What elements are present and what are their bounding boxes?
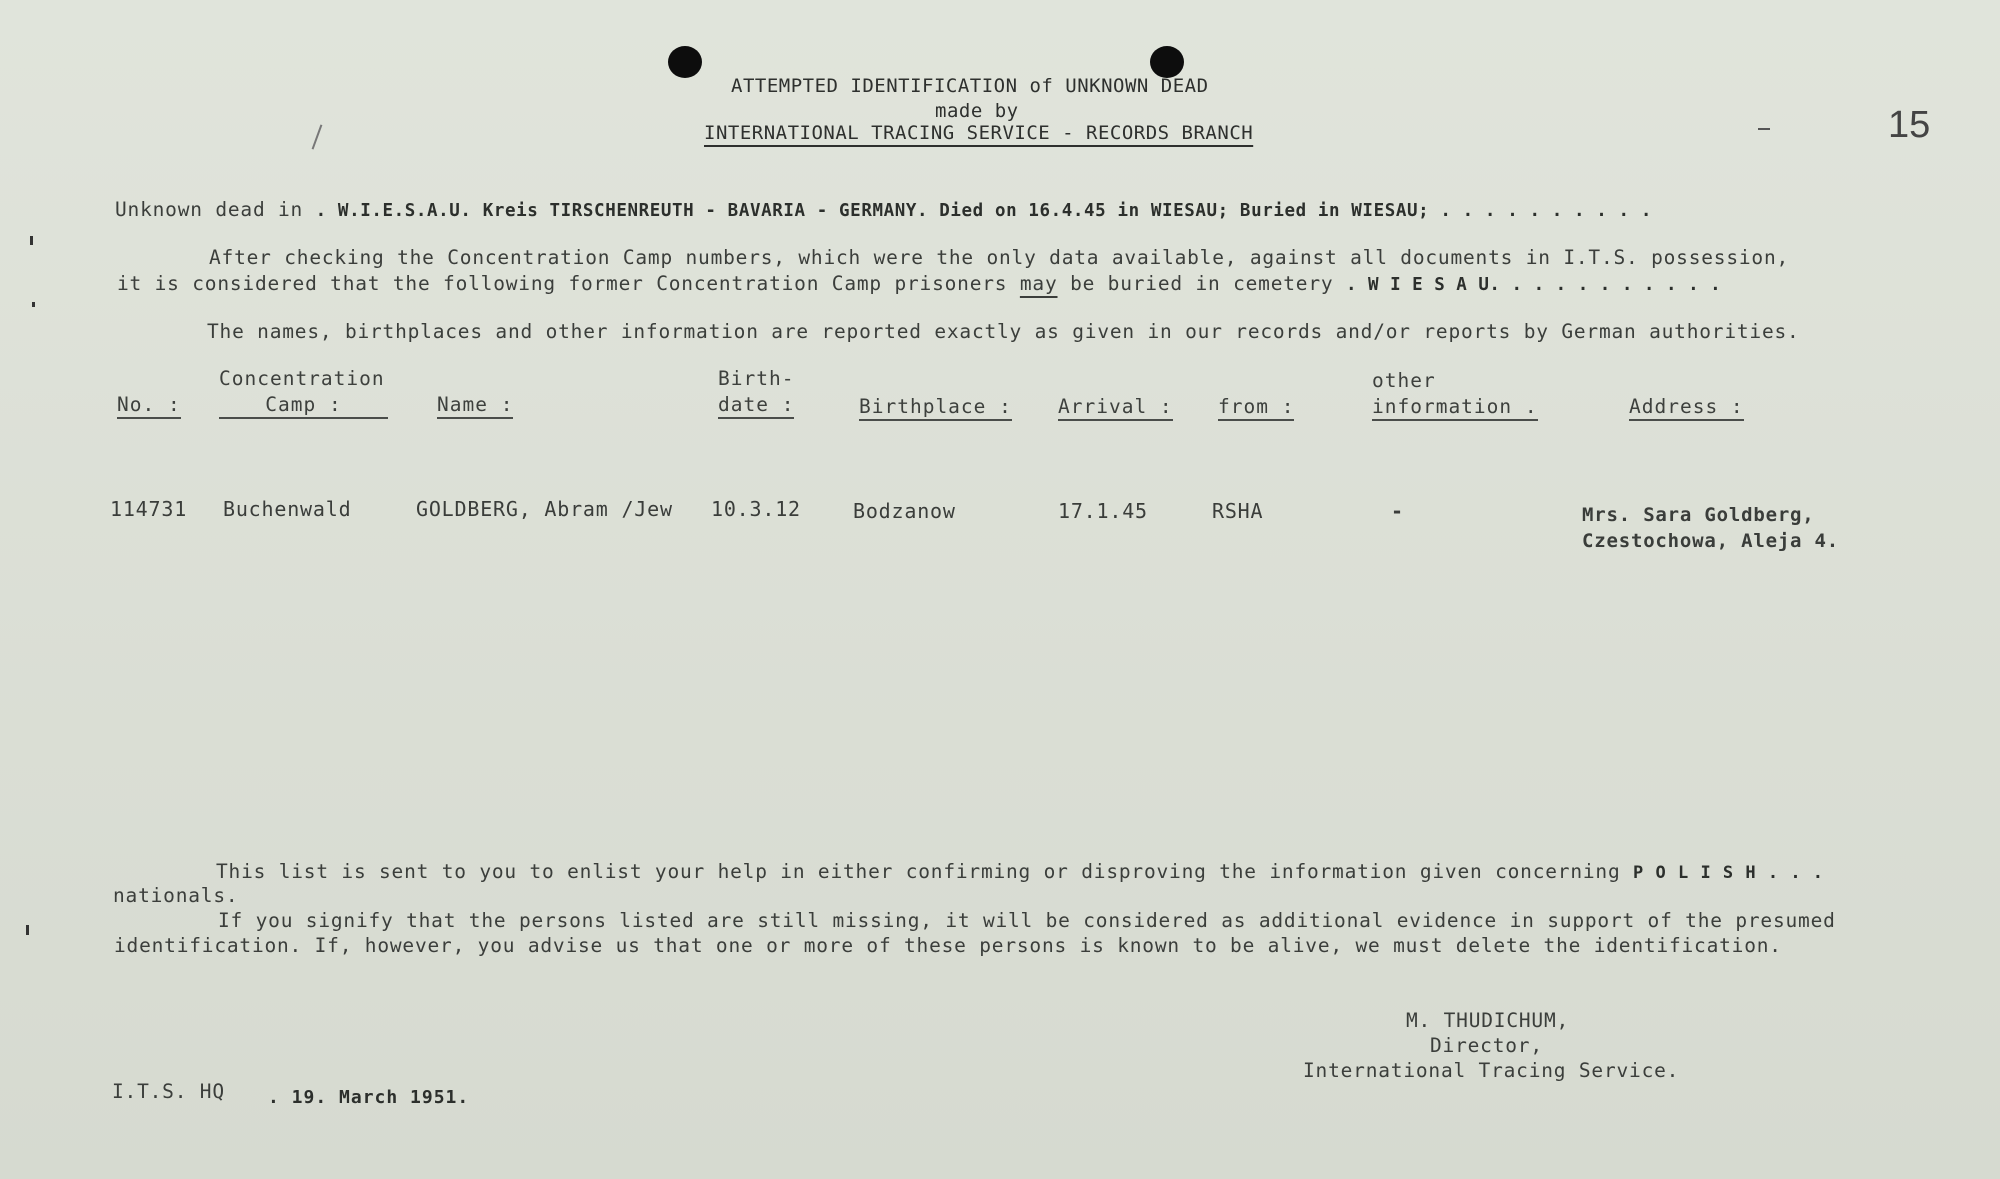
unknown-dead-label: Unknown dead in — [115, 198, 304, 221]
checking-text-end: be buried in cemetery — [1070, 272, 1334, 295]
cell-no: 114731 — [110, 497, 188, 521]
footer-office: I.T.S. HQ — [112, 1080, 225, 1103]
col-header-arrival: Arrival : — [1058, 395, 1173, 421]
checking-text: it is considered that the following former Concentration Camp prisoners — [117, 272, 1008, 295]
signatory-name: M. THUDICHUM, — [1406, 1009, 1570, 1032]
footer-date: . 19. March 1951. — [268, 1087, 470, 1108]
signatory-title: Director, — [1430, 1034, 1543, 1057]
cell-birthplace: Bodzanow — [853, 499, 956, 523]
closing-text: This list is sent to you to enlist your help in either confirming or disproving the information given concerning — [216, 860, 1621, 883]
cell-camp: Buchenwald — [223, 497, 352, 521]
col-header-birthdate: date : — [718, 393, 794, 419]
page-dash-mark — [1758, 128, 1770, 130]
organization-name: INTERNATIONAL TRACING SERVICE - RECORDS BRANCH — [704, 122, 1254, 144]
col-header-camp-top: Concentration — [219, 367, 385, 390]
pencil-mark — [312, 124, 323, 149]
margin-mark — [32, 302, 35, 307]
cell-birthdate: 10.3.12 — [711, 497, 801, 521]
names-note: The names, birthplaces and other information are reported exactly as given in our records and/or reports by German authorities. — [207, 320, 1800, 343]
unknown-dead-location: . W.I.E.S.A.U. Kreis TIRSCHENREUTH - BAVARIA - GERMANY. Died on 16.4.45 in WIESAU; Buried in WIESAU; . . . . . . . . . . — [315, 201, 1652, 221]
col-header-name: Name : — [437, 393, 513, 419]
checking-paragraph-line2 — [117, 272, 1721, 295]
punch-hole-right — [1150, 46, 1184, 78]
col-header-from: from : — [1218, 395, 1294, 421]
punch-hole-left — [668, 46, 702, 78]
document-title: ATTEMPTED IDENTIFICATION of UNKNOWN DEAD — [731, 75, 1209, 97]
col-header-other-top: other — [1372, 369, 1436, 392]
cemetery-name: . W I E S A U. . . . . . . . . . . — [1345, 275, 1722, 295]
cell-from: RSHA — [1212, 499, 1264, 523]
cell-address-line2: Czestochowa, Aleja 4. — [1582, 530, 1840, 552]
col-header-camp: Camp : — [219, 393, 388, 419]
closing-line1 — [216, 860, 1824, 883]
closing-nationals: nationals. — [113, 884, 239, 907]
may-emphasis: may — [1019, 272, 1058, 295]
closing-line2: If you signify that the persons listed are still missing, it will be considered as additional evidence in support of the presumed — [218, 909, 1836, 932]
col-header-address: Address : — [1629, 395, 1744, 421]
cell-address-line1: Mrs. Sara Goldberg, — [1582, 504, 1815, 526]
checking-paragraph-line1: After checking the Concentration Camp numbers, which were the only data available, against all documents in I.T.S. possession, — [209, 246, 1790, 269]
signatory-org: International Tracing Service. — [1303, 1059, 1680, 1082]
cell-other: - — [1391, 499, 1404, 523]
col-header-no: No. : — [117, 393, 181, 419]
page-number: 15 — [1888, 104, 1931, 146]
document-subtitle: made by — [935, 100, 1019, 122]
col-header-other: information . — [1372, 395, 1538, 421]
margin-mark — [26, 925, 29, 935]
col-header-birthplace: Birthplace : — [859, 395, 1012, 421]
cell-name: GOLDBERG, Abram /Jew — [416, 497, 673, 521]
unknown-dead-line — [115, 198, 1652, 221]
margin-mark — [30, 236, 33, 245]
cell-arrival: 17.1.45 — [1058, 499, 1148, 523]
closing-line3: identification. If, however, you advise us that one or more of these persons is known to be alive, we must delete the identification. — [114, 934, 1782, 957]
nationality-value: P O L I S H . . . — [1633, 863, 1825, 883]
col-header-birthdate-top: Birth- — [718, 367, 795, 390]
